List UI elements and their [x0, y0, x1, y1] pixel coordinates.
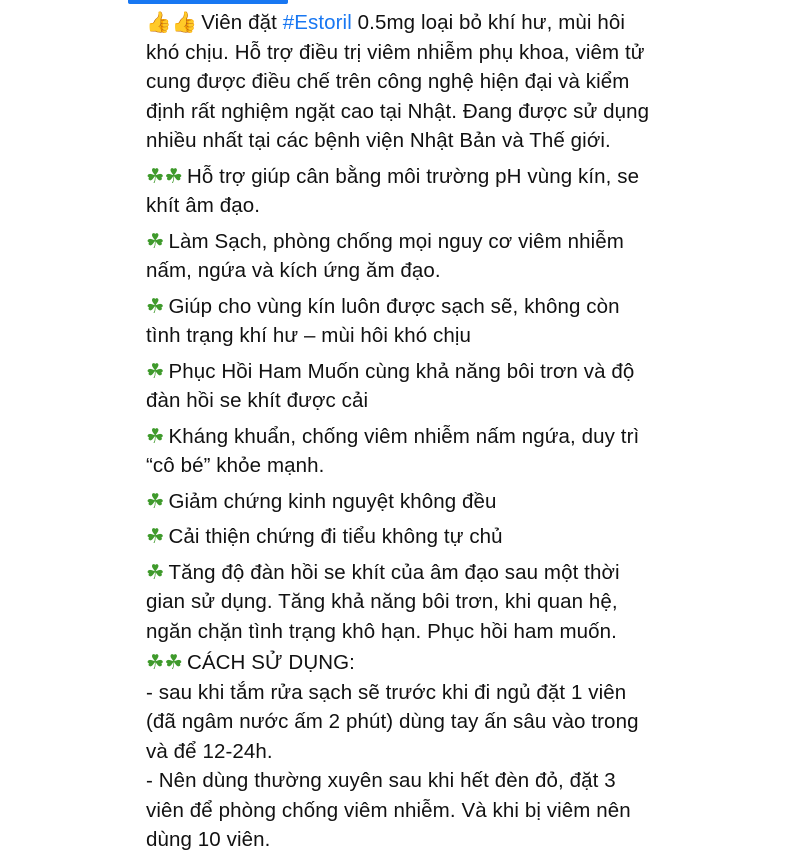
benefit-item: [146, 487, 656, 517]
usage-section: [146, 648, 656, 855]
benefit-item: [146, 558, 656, 647]
usage-step: - sau khi tắm rửa sạch sẽ trước khi đi ngủ đặt 1 viên (đã ngâm nước ấm 2 phút) dùng tay ấn sâu vào trong và để 12-24h.: [146, 680, 639, 763]
clover-icon: ☘☘: [146, 163, 183, 188]
benefit-text: Giảm chứng kinh nguyệt không đều: [168, 489, 497, 513]
benefit-item: [146, 292, 656, 351]
clover-icon: ☘: [146, 488, 165, 513]
thumbs-up-icon: 👍👍: [146, 10, 198, 34]
clover-icon: ☘: [146, 524, 165, 548]
benefit-text: Làm Sạch, phòng chống mọi nguy cơ viêm nhiễm nấm, ngứa và kích ứng ăm đạo.: [146, 229, 624, 282]
intro-post-text: 0.5mg loại bỏ khí hư, mùi hôi khó chịu. Hỗ trợ điều trị viêm nhiễm phụ khoa, viêm tử cung được điều chế trên công nghệ hiện đại và kiểm định rất nghiệm ngặt cao tại Nhật. Đang được sử dụng nhiều nhất tại các bệnh viện Nhật Bản và Thế giới.: [146, 11, 650, 152]
usage-step: - Nên dùng thường xuyên sau khi hết đèn đỏ, đặt 3 viên để phòng chống viêm nhiễm. Và khi bị viêm nên dùng 10 viên.: [146, 769, 631, 851]
clover-icon: ☘: [146, 293, 165, 318]
clover-icon: ☘: [146, 228, 165, 253]
benefit-item: [146, 422, 656, 481]
benefit-text: Giúp cho vùng kín luôn được sạch sẽ, không còn tình trạng khí hư – mùi hôi khó chịu: [146, 294, 620, 347]
clover-icon: ☘: [146, 559, 165, 584]
usage-heading-line: [146, 648, 656, 678]
benefit-text: Hỗ trợ giúp cân bằng môi trường pH vùng kín, se khít âm đạo.: [146, 164, 640, 217]
benefit-text: Kháng khuẩn, chống viêm nhiễm nấm ngứa, duy trì “cô bé” khỏe mạnh.: [146, 424, 640, 477]
intro-pre-text: Viên đặt: [201, 11, 283, 34]
benefit-text: Phục Hồi Ham Muốn cùng khả năng bôi trơn và độ đàn hồi se khít được cải: [146, 359, 635, 412]
intro-paragraph: [146, 8, 656, 156]
benefit-item: [146, 357, 656, 416]
benefit-text: Tăng độ đàn hồi se khít của âm đạo sau một thời gian sử dụng. Tăng khả năng bôi trơn, khi quan hệ, ngăn chặn tình trạng khô hạn. Phục hồi ham muốn.: [146, 560, 620, 643]
clover-icon: ☘☘: [146, 650, 183, 674]
post-body: [146, 8, 656, 855]
clover-icon: ☘: [146, 358, 165, 383]
hashtag-link[interactable]: #Estoril: [282, 11, 352, 34]
usage-heading: CÁCH SỬ DỤNG:: [186, 651, 355, 674]
benefit-item: [146, 162, 656, 221]
benefit-item: [146, 522, 656, 552]
top-accent-bar: [128, 0, 288, 4]
benefit-text: Cải thiện chứng đi tiểu không tự chủ: [168, 525, 503, 548]
clover-icon: ☘: [146, 423, 165, 448]
benefit-item: [146, 227, 656, 286]
